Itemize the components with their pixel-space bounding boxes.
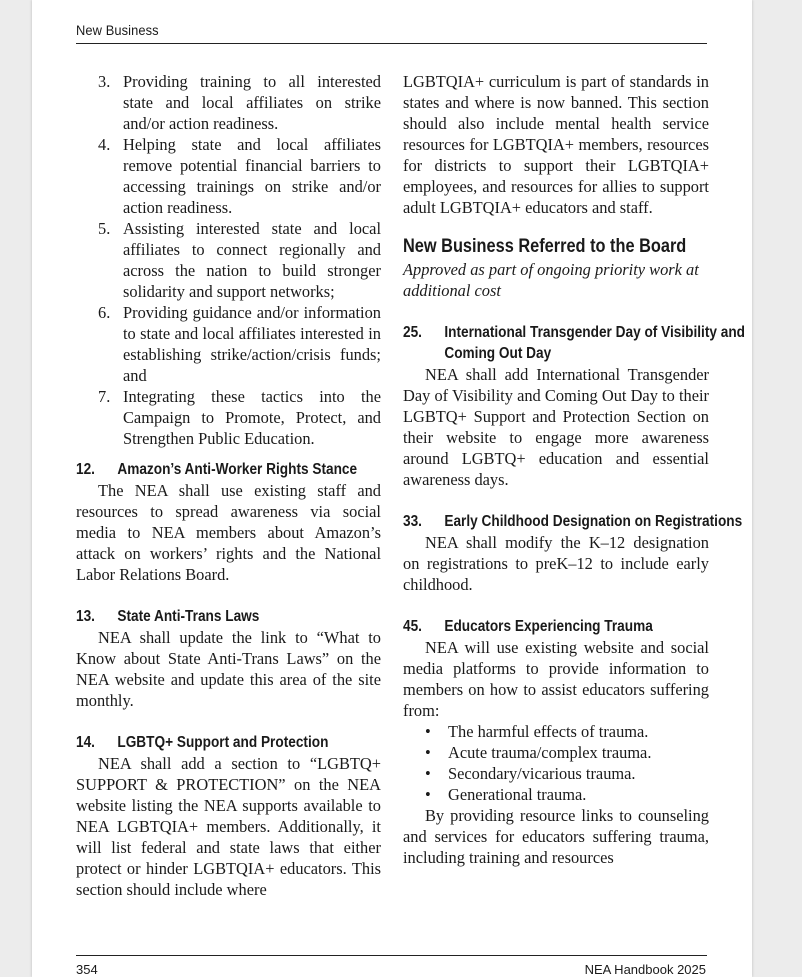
footer-rule	[76, 955, 707, 956]
item-14-continued: LGBTQIA+ curriculum is part of standards in states and where is now banned. This section should also include mental health service resources for LGBTQIA+ members, resources for districts to support their LGBTQIA+ employees, and resources for allies to support adult LGBTQIA+ educators and staff.	[403, 72, 709, 217]
item-45-closing: By providing resource links to counseling and services for educators suffering trauma, including training and resources	[403, 806, 709, 867]
bullet-icon: •	[425, 785, 431, 804]
left-column	[76, 71, 381, 900]
item-25-heading: 25. International Transgender Day of Visibility and Coming Out Day	[403, 324, 746, 362]
bullet-item: • The harmful effects of trauma.	[425, 722, 649, 741]
item-14-heading: 14. LGBTQ+ Support and Protection	[76, 734, 329, 751]
item-25-body: NEA shall add International Transgender Day of Visibility and Coming Out Day to their LGBTQ+ Support and Protection Section on their website to engage more awareness around LGBTQ+ education and essential awareness days.	[403, 365, 709, 489]
item-13-heading: 13. State Anti-Trans Laws	[76, 608, 260, 625]
bullet-icon: •	[425, 722, 431, 741]
item-13-body: NEA shall update the link to “What to Know about State Anti-Trans Laws” on the NEA website and update this area of the site monthly.	[76, 628, 381, 710]
right-column	[403, 71, 746, 868]
list-item: 7. Integrating these tactics into the Campaign to Promote, Protect, and Strengthen Public Education.	[98, 387, 381, 448]
document-page	[32, 0, 752, 977]
item-14-body: NEA shall add a section to “LGBTQ+ SUPPORT & PROTECTION” on the NEA website listing the NEA supports available to NEA LGBTQIA+ members. Additionally, it will list federal and state laws that either protect or hinder LGBTQIA+ educators. This section should include where	[76, 754, 381, 899]
bullet-icon: •	[425, 764, 431, 783]
numbered-list	[76, 71, 381, 449]
list-item: 5. Assisting interested state and local affiliates to connect regionally and across the nation to build stronger solidarity and support networks;	[98, 219, 381, 301]
list-item: 3. Providing training to all interested state and local affiliates on strike and/or action readiness.	[98, 72, 381, 133]
section-heading: New Business Referred to the Board	[403, 236, 687, 257]
item-12-heading: 12. Amazon’s Anti-Worker Rights Stance	[76, 461, 358, 478]
item-12-body: The NEA shall use existing staff and resources to spread awareness via social media to NEA members about Amazon’s attack on workers’ rights and the National Labor Relations Board.	[76, 481, 381, 584]
item-45-heading: 45. Educators Experiencing Trauma	[403, 618, 653, 635]
item-33-body: NEA shall modify the K–12 designation on registrations to preK–12 to include early childhood.	[403, 533, 709, 594]
list-item: 4. Helping state and local affiliates remove potential financial barriers to accessing trainings on strike and/or action readiness.	[98, 135, 381, 217]
header-rule	[76, 43, 707, 44]
list-item: 6. Providing guidance and/or information to state and local affiliates interested in establishing strike/action/crisis funds; and	[98, 303, 381, 385]
item-45-body: NEA will use existing website and social media platforms to provide information to members on how to assist educators suffering from:	[403, 638, 709, 720]
bullet-list	[403, 721, 709, 805]
running-head: New Business	[76, 22, 159, 38]
section-subtitle: Approved as part of ongoing priority work at additional cost	[403, 260, 699, 300]
item-33-heading: 33. Early Childhood Designation on Registrations	[403, 513, 743, 530]
bullet-item: • Acute trauma/complex trauma.	[425, 743, 652, 762]
bullet-icon: •	[425, 743, 431, 762]
bullet-item: • Generational trauma.	[425, 785, 587, 804]
page-number: 354	[76, 962, 98, 977]
bullet-item: • Secondary/vicarious trauma.	[425, 764, 636, 783]
book-title: NEA Handbook 2025	[584, 962, 706, 977]
